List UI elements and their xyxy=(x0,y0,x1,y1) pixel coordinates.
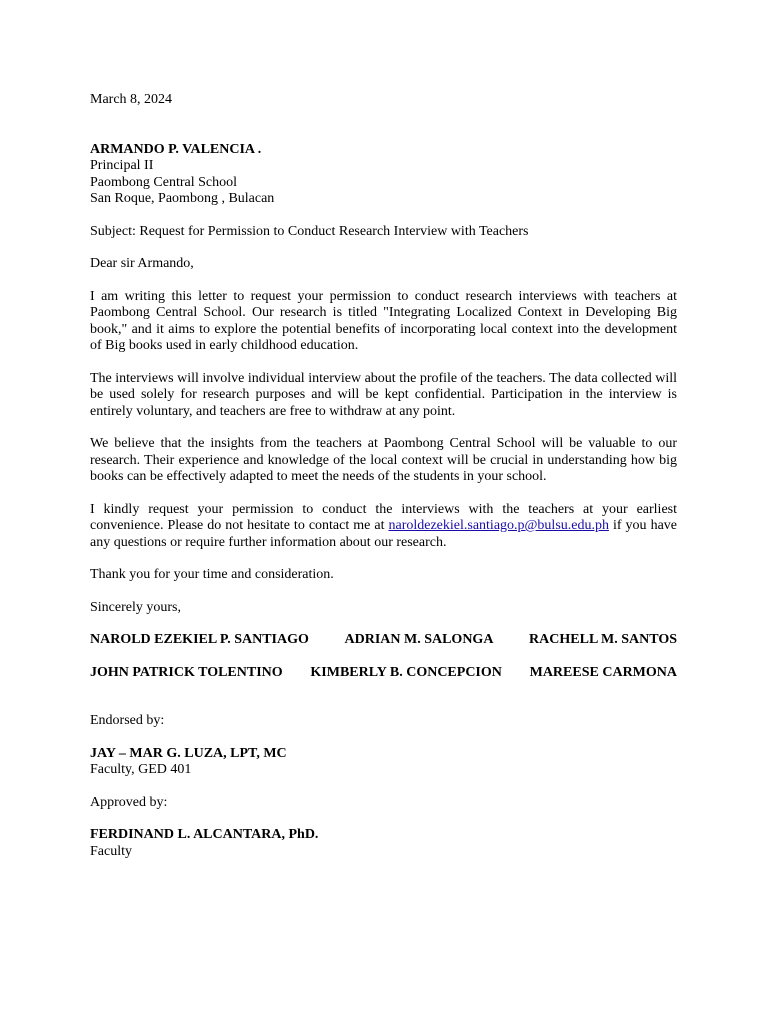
salutation: Dear sir Armando, xyxy=(90,256,194,271)
paragraph-interviews: The interviews will involve individual interview about the profile of the teachers. The data collected will be used solely for research purposes and will be kept confidential. Participation in the interview is entirely voluntary, and teachers are free to withdraw at any point. xyxy=(90,370,677,419)
paragraph-request-text-before: I kindly request your permission to conduct the interviews with the teachers at your earliest convenience. Please do not hesitate to contact me at xyxy=(90,501,677,533)
recipient-name: ARMANDO P. VALENCIA . xyxy=(90,141,262,157)
approver-name: FERDINAND L. ALCANTARA, PhD. xyxy=(90,827,319,842)
endorser-title: Faculty, GED 401 xyxy=(90,762,192,777)
signatory-name: ADRIAN M. SALONGA xyxy=(344,632,494,647)
approver-block xyxy=(90,827,677,860)
signatories-row-1 xyxy=(90,632,677,649)
approved-label: Approved by: xyxy=(90,794,168,810)
recipient-school: Paombong Central School xyxy=(90,174,237,190)
closing-line: Sincerely yours, xyxy=(90,599,181,615)
signatory-name: KIMBERLY B. CONCEPCION xyxy=(310,664,502,680)
contact-email-link[interactable]: naroldezekiel.santiago.p@bulsu.edu.ph xyxy=(388,518,609,533)
signatory-name: RACHELL M. SANTOS xyxy=(529,632,677,647)
recipient-position: Principal II xyxy=(90,158,154,173)
recipient-block xyxy=(90,142,677,208)
paragraph-request-text-after: if you have any questions or require further information about our research. xyxy=(90,518,677,550)
endorser-block xyxy=(90,746,677,779)
endorsed-label: Endorsed by: xyxy=(90,713,165,728)
letter-date: March 8, 2024 xyxy=(90,92,173,107)
paragraph-intro: I am writing this letter to request your permission to conduct research interviews with teachers at Paombong Central School. Our research is titled "Integrating Localized Context in Developing Big book," and it aims to explore the potential benefits of incorporating local context into the development of Big books used in early childhood education. xyxy=(90,288,677,353)
letter-body xyxy=(90,92,677,860)
paragraph-request xyxy=(90,502,677,552)
signatory-name: JOHN PATRICK TOLENTINO xyxy=(90,664,283,680)
paragraph-insights: We believe that the insights from the teachers at Paombong Central School will be valuable to our research. Their experience and knowledge of the local context will be crucial in understanding how big books can be effectively adapted to meet the needs of the students in your school. xyxy=(90,436,677,484)
thanks-line: Thank you for your time and consideration. xyxy=(90,567,334,582)
signatory-name: NAROLD EZEKIEL P. SANTIAGO xyxy=(90,632,309,647)
endorser-name: JAY – MAR G. LUZA, LPT, MC xyxy=(90,745,287,761)
recipient-address: San Roque, Paombong , Bulacan xyxy=(90,191,275,206)
signatories-row-2 xyxy=(90,665,677,682)
approver-title: Faculty xyxy=(90,843,132,859)
signatory-name: MAREESE CARMONA xyxy=(529,664,677,680)
subject-line: Subject: Request for Permission to Conduct Research Interview with Teachers xyxy=(90,223,529,239)
